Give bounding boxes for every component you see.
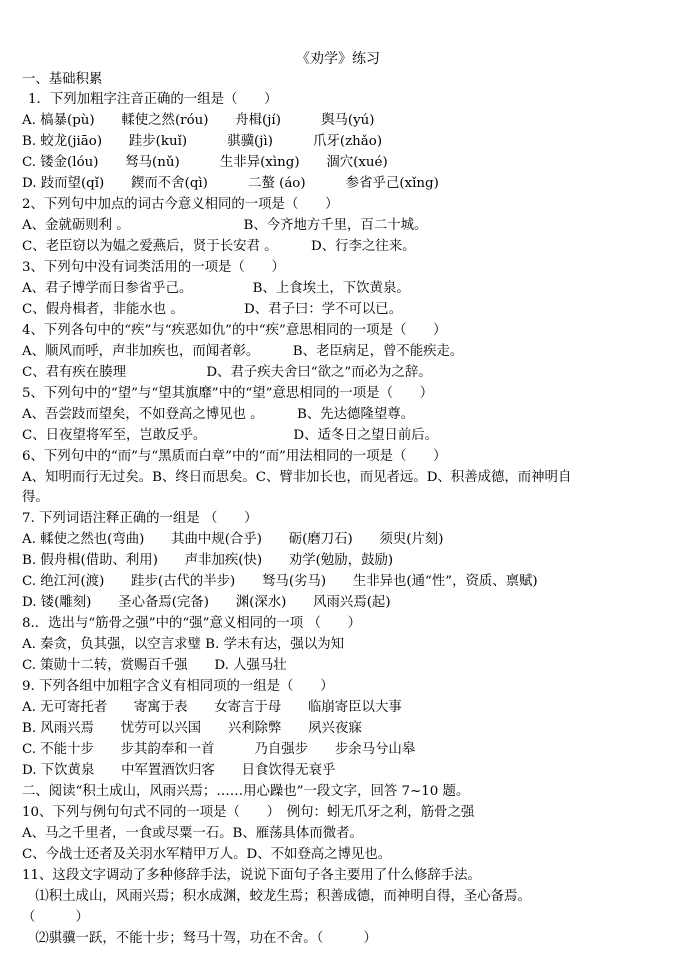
answer-blank: （ ） — [22, 910, 89, 925]
option-line: A. 槁暴(pù) 輮使之然(róu) 舟楫(jí) 舆马(yú) — [22, 113, 375, 128]
option-line: B. 假舟楫(借助、利用) 声非加疾(快) 劝学(勉励，鼓励) — [22, 553, 394, 568]
option-line: A、君子博学而日参省乎己。 B、上食埃土，下饮黄泉。 — [22, 281, 410, 296]
option-line: C、假舟楫者，非能水也 。 D、君子曰：学不可以已。 — [22, 302, 403, 317]
option-line: A、知明而行无过矣。B、终日而思矣。C、臂非加长也，而见者远。D、积善成德，而神明自 — [22, 470, 572, 485]
option-line: C. 绝江河(渡) 跬步(古代的半步) 驽马(劣马) 生非异也(通“性”，资质、禀赋) — [22, 574, 538, 589]
option-line: A. 无可寄托者 寄寓于表 女寄言于母 临崩寄臣以大事 — [22, 700, 402, 715]
option-line: D. 跂而望(qǐ) 鍥而不舍(qì) 二螯 (áo) 参省乎己(xǐng) — [22, 176, 439, 191]
question-4: 4、下列各句中的“疾”与“疾恶如仇”的中“疾”意思相同的一项是（ ） — [22, 323, 447, 338]
option-line: D. 镂(雕刻) 圣心备焉(完备) 渊(深水) 风雨兴焉(起) — [22, 595, 391, 610]
option-line: A、顺风而呼，声非加疾也，而闻者彰。 B、老臣病足，曾不能疾走。 — [22, 344, 464, 359]
option-line: C、君有疾在腠理 D、君子疾夫舍曰“欲之”而必为之辞。 — [22, 365, 432, 380]
option-line: D. 下饮黄泉 中军置酒饮归客 日食饮得无衰乎 — [22, 763, 336, 778]
question-9: 9. 下列各组中加粗字含义有相同项的一组是（ ） — [22, 679, 334, 694]
option-line: B. 风雨兴焉 忧劳可以兴国 兴利除弊 夙兴夜寐 — [22, 721, 362, 736]
option-line: A、马之千里者，一食或尽粟一石。B、雁荡具体而微者。 — [22, 826, 363, 841]
section-heading: 二、阅读“积土成山，风雨兴焉；……用心躁也”一段文字，回答 7~10 题。 — [22, 784, 470, 799]
question-7: 7. 下列词语注释正确的一组是 （ ） — [22, 511, 258, 526]
option-line: C. 不能十步 步其韵奉和一首 乃自强步 步余马兮山皋 — [22, 742, 416, 757]
question-2: 2、下列句中加点的词古今意义相同的一项是（ ） — [22, 197, 339, 212]
section-heading: 一、基础积累 — [22, 72, 103, 87]
option-line: C. 镂金(lóu) 驽马(nǔ) 生非异(xìng) 涸穴(xué) — [22, 155, 388, 170]
option-line: C. 策勋十二转，赏赐百千强 D. 人强马壮 — [22, 658, 287, 673]
option-line: B. 蛟龙(jiāo) 跬步(kuǐ) 骐骥(jì) 爪牙(zhǎo) — [22, 134, 383, 149]
page-title: 《劝学》练习 — [296, 51, 380, 67]
question-8: 8.．选出与“筋骨之强”中的“强”意义相同的一项 （ ） — [22, 616, 362, 631]
option-line: C、今战士还者及关羽水军精甲万人。D、不如登高之博见也。 — [22, 847, 392, 862]
option-line: C、老臣窃以为媪之爱燕后，贤于长安君 。 D、行李之往来。 — [22, 239, 416, 254]
sub-question: ⑴积土成山，风雨兴焉；积水成渊，蛟龙生焉；积善成德，而神明自得，圣心备焉。 — [22, 889, 531, 904]
question-6: 6、下列句中的“而”与“黑质而白章”中的“而”用法相同的一项是（ ） — [22, 449, 447, 464]
option-line: 得。 — [22, 490, 49, 505]
question-10: 10、下列与例句句式不同的一项是（ ） 例句：蚓无爪牙之利，筋骨之强 — [22, 805, 475, 820]
question-5: 5、下列句中的“望”与“望其旗靡”中的“望”意思相同的一项是（ ） — [22, 386, 434, 401]
sub-question: ⑵骐骥一跃，不能十步；驽马十驾，功在不舍。（ ） — [22, 931, 377, 946]
question-1: 1．下列加粗字注音正确的一组是（ ） — [28, 92, 278, 107]
question-3: 3、下列句中没有词类活用的一项是（ ） — [22, 260, 285, 275]
option-line: A、吾尝跂而望矣，不如登高之博见也 。 B、先达德隆望尊。 — [22, 407, 415, 422]
question-11: 11、这段文字调动了多种修辞手法，说说下面句子各主要用了什么修辞手法。 — [22, 868, 481, 883]
option-line: C、日夜望将军至，岂敢反乎。 D、适冬日之望日前后。 — [22, 428, 438, 443]
option-line: A. 秦贪，负其强，以空言求璧 B. 学未有达，强以为知 — [22, 637, 344, 652]
option-line: A. 輮使之然也(弯曲) 其曲中规(合乎) 砺(磨刀石) 须臾(片刻) — [22, 532, 444, 547]
option-line: A、金就砺则利 。 B、今齐地方千里，百二十城。 — [22, 218, 428, 233]
